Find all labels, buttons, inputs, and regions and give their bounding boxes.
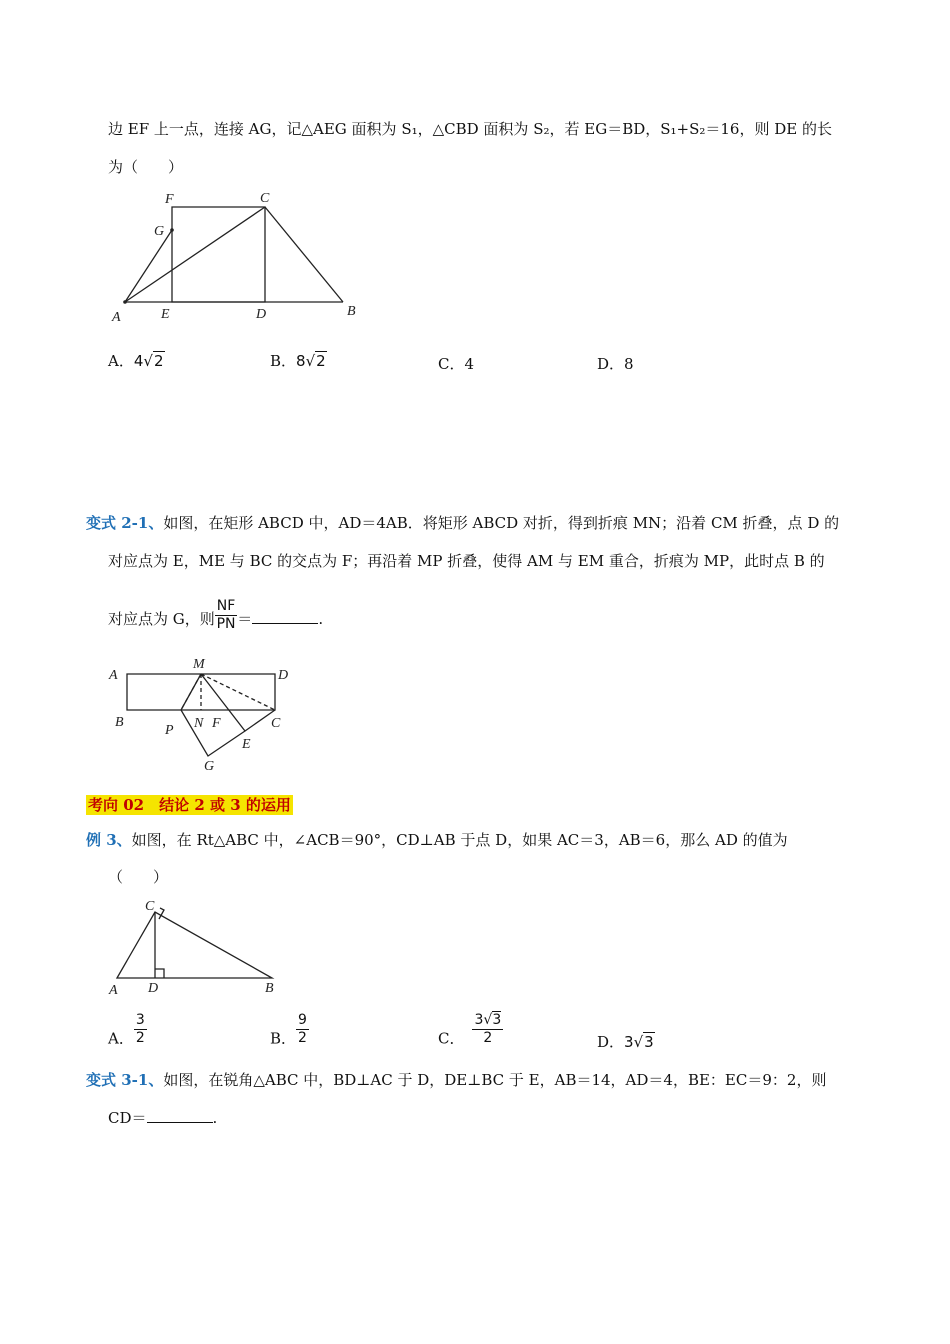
q1-line-ac	[125, 207, 265, 302]
v21-label-f: F	[212, 716, 221, 731]
q1-option-b: B．8√2	[270, 352, 326, 370]
v21-ratio-fraction: $\frac{NF}{PN}$	[216, 598, 236, 632]
ex3-label-c: C	[145, 899, 155, 914]
ex3-right-angle-d	[155, 969, 164, 978]
v31-text-line1: 变式 3-1、如图，在锐角△ABC 中，BD⊥AC 于 D，DE⊥BC 于 E，AB＝14，AD＝4，BE：EC＝9：2，则	[86, 1071, 827, 1089]
ex3-label-d: D	[148, 981, 159, 996]
v21-text-line2: 对应点为 E，ME 与 BC 的交点为 F；再沿着 MP 折叠，使得 AM 与 EM 重合，折痕为 MP，此时点 B 的	[108, 552, 825, 570]
ex3-label-a: A	[109, 983, 118, 998]
v21-fold-mpg	[181, 674, 245, 756]
v21-label-m: M	[193, 657, 205, 672]
v21-line-mc	[201, 674, 275, 710]
q1-label-a: A	[112, 310, 121, 325]
v21-label-g: G	[204, 759, 215, 774]
v21-label-b: B	[115, 715, 124, 730]
q1-figure	[105, 185, 375, 325]
q1-text-line1: 边 EF 上一点，连接 AG，记△AEG 面积为 S₁，△CBD 面积为 S₂，若 EG＝BD，S₁+S₂＝16，则 DE 的长	[108, 120, 832, 138]
q1-text-line2: 为（ ）	[108, 158, 184, 176]
ex3-triangle-abc	[117, 912, 272, 978]
ex3-text-line2: （ ）	[108, 868, 169, 886]
v31-text-line2: CD＝ .	[108, 1109, 218, 1127]
v21-label-c: C	[271, 716, 281, 731]
q1-label-b: B	[347, 304, 356, 319]
ex3-option-d: D．3√3	[597, 1033, 654, 1051]
q1-option-d: D．8	[597, 355, 634, 373]
v21-answer-blank[interactable]	[252, 609, 318, 624]
v21-label-a: A	[109, 668, 118, 683]
ex3-label-b: B	[265, 981, 274, 996]
section-heading: 考向 02 结论 2 或 3 的运用	[88, 796, 291, 814]
ex3-option-a: A． $\frac{3}{2}$	[108, 1012, 145, 1048]
q1-line-ag	[125, 230, 172, 302]
v31-answer-blank[interactable]	[147, 1108, 213, 1123]
v21-figure	[105, 652, 305, 777]
ex3-option-c: C． $\frac{3√3}{2}$	[438, 1012, 502, 1048]
q1-label-c: C	[260, 191, 270, 206]
v21-text-line3: 对应点为 G，则 $\frac{NF}{PN}$ ＝ .	[108, 598, 324, 632]
v21-label: 变式 2-1、	[86, 514, 164, 532]
v21-label-d: D	[278, 668, 289, 683]
q1-label-d: D	[256, 307, 267, 322]
q1-rect-fcde	[172, 207, 265, 302]
v21-label-n: N	[194, 716, 204, 731]
ex3-label: 例 3、	[86, 831, 132, 849]
v21-text-line1: 变式 2-1、如图，在矩形 ABCD 中，AD＝4AB．将矩形 ABCD 对折，得到折痕 MN；沿着 CM 折叠，点 D 的	[86, 514, 840, 532]
q1-label-g: G	[154, 224, 165, 239]
q1-label-f: F	[165, 192, 174, 207]
ex3-figure	[105, 895, 285, 1000]
ex3-option-b: B． $\frac{9}{2}$	[270, 1012, 307, 1048]
v21-label-p: P	[165, 723, 174, 738]
v31-label: 变式 3-1、	[86, 1071, 164, 1089]
q1-line-cb	[265, 207, 343, 302]
q1-label-e: E	[161, 307, 170, 322]
q1-option-c: C．4	[438, 355, 475, 373]
v21-label-e: E	[242, 737, 251, 752]
ex3-text-line1: 例 3、如图，在 Rt△ABC 中，∠ACB＝90°，CD⊥AB 于点 D，如果 AC＝3，AB＝6，那么 AD 的值为	[86, 831, 788, 849]
q1-option-a: A．4√2	[108, 352, 164, 370]
